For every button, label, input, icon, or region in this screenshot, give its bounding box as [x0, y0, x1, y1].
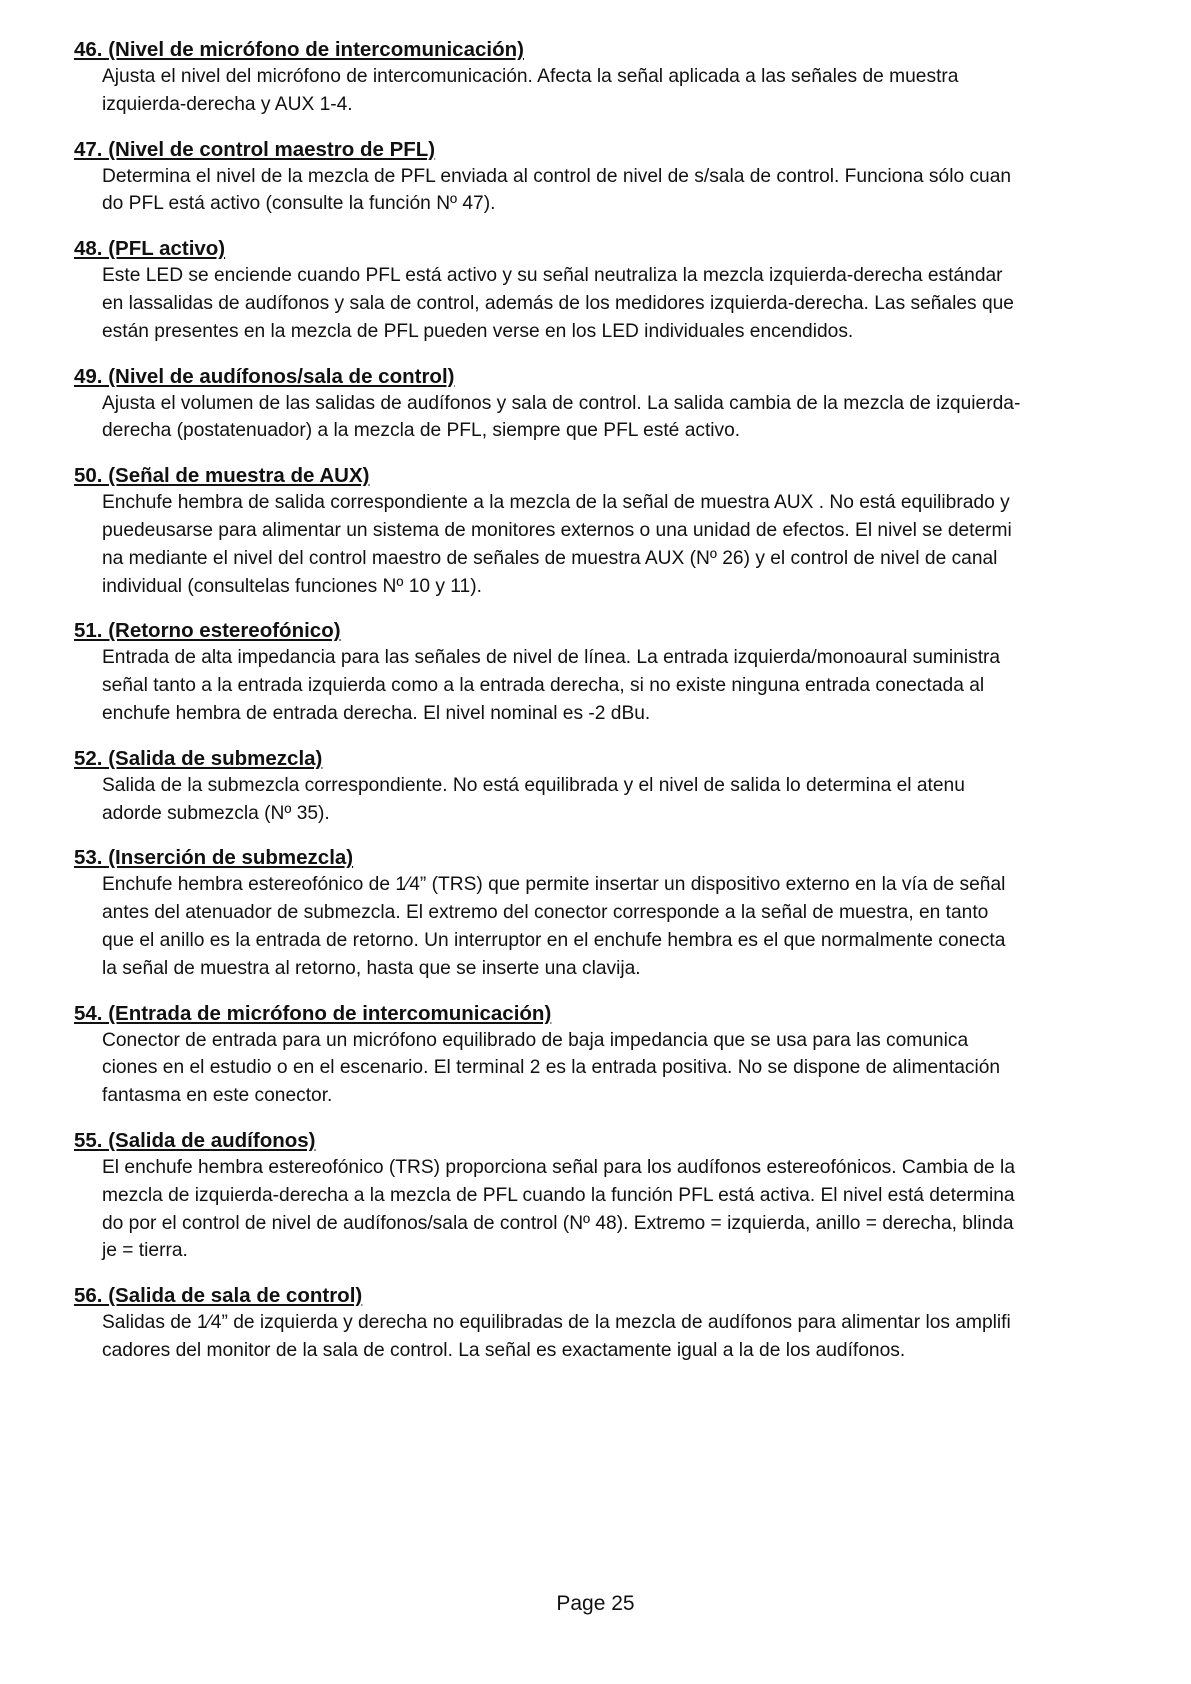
- section-body: [102, 1027, 1164, 1110]
- section-text-line: Ajusta el volumen de las salidas de audífonos y sala de control. La salida cambia de la mezcla de izquierda-: [102, 392, 1021, 414]
- section-title: 53. (Inserción de submezcla): [74, 846, 354, 870]
- section-text-line: Enchufe hembra de salida correspondiente a la mezcla de la señal de muestra AUX . No está equilibrado y: [102, 492, 1010, 514]
- section-text-line: fantasma en este conector.: [102, 1085, 333, 1107]
- section-text-line: señal tanto a la entrada izquierda como a la entrada derecha, si no existe ninguna entrada conectada al: [102, 675, 985, 697]
- section-text-line: Ajusta el nivel del micrófono de intercomunicación. Afecta la señal aplicada a las señales de muestra: [102, 66, 959, 87]
- section-text-line: izquierda-derecha y AUX 1-4.: [102, 93, 353, 115]
- section-text-line: que el anillo es la entrada de retorno. Un interruptor en el enchufe hembra es el que normalmente conecta: [102, 929, 1006, 951]
- section-text-line: do por el control de nivel de audífonos/sala de control (Nº 48). Extremo = izquierda, anillo = derecha, blinda: [102, 1212, 1014, 1234]
- section-title: 52. (Salida de submezcla): [74, 746, 323, 770]
- section-text-line: Salidas de 1⁄4” de izquierda y derecha no equilibradas de la mezcla de audífonos para alimentar los amplifi: [102, 1312, 1011, 1334]
- doc-section: [74, 1282, 1164, 1365]
- section-body: [102, 489, 1164, 600]
- section-text-line: mezcla de izquierda-derecha a la mezcla de PFL cuando la función PFL está activa. El nivel está determina: [102, 1184, 1015, 1206]
- section-body: [102, 163, 1164, 219]
- section-text-line: están presentes en la mezcla de PFL pueden verse en los LED individuales encendidos.: [102, 320, 854, 342]
- section-text-line: ciones en el estudio o en el escenario. El terminal 2 es la entrada positiva. No se dispone de alimentación: [102, 1057, 1001, 1079]
- section-title: 48. (PFL activo): [74, 237, 226, 261]
- section-text-line: Enchufe hembra estereofónico de 1⁄4” (TRS) que permite insertar un dispositivo externo en la vía de señal: [102, 874, 1006, 896]
- section-text-line: cadores del monitor de la sala de control. La señal es exactamente igual a la de los audífonos.: [102, 1339, 906, 1361]
- doc-section: [74, 1000, 1164, 1110]
- section-text-line: en lassalidas de audífonos y sala de control, además de los medidores izquierda-derecha. Las señales que: [102, 292, 1014, 314]
- section-text-line: derecha (postatenuador) a la mezcla de PFL, siempre que PFL esté activo.: [102, 420, 741, 442]
- section-text-line: puedeusarse para alimentar un sistema de monitores externos o una unidad de efectos. El nivel se determi: [102, 519, 1012, 541]
- doc-section: [74, 136, 1164, 219]
- sections-container: [74, 36, 1164, 1365]
- section-title: 49. (Nivel de audífonos/sala de control): [74, 364, 455, 388]
- section-text-line: individual (consultelas funciones Nº 10 y 11).: [102, 575, 482, 597]
- doc-section: [74, 363, 1164, 446]
- section-text-line: enchufe hembra de entrada derecha. El nivel nominal es -2 dBu.: [102, 702, 651, 724]
- section-body: [102, 262, 1164, 345]
- section-title: 51. (Retorno estereofónico): [74, 619, 341, 643]
- section-body: [102, 644, 1164, 727]
- document-page: [74, 36, 1164, 1382]
- section-title: 50. (Señal de muestra de AUX): [74, 464, 370, 488]
- section-text-line: El enchufe hembra estereofónico (TRS) proporciona señal para los audífonos estereofónicos. Cambia de la: [102, 1156, 1015, 1178]
- section-body: [102, 871, 1164, 982]
- doc-section: [74, 617, 1164, 727]
- section-text-line: adorde submezcla (Nº 35).: [102, 802, 330, 824]
- section-body: [102, 63, 1164, 119]
- section-text-line: Este LED se enciende cuando PFL está activo y su señal neutraliza la mezcla izquierda-derecha estándar: [102, 265, 1003, 287]
- section-title: 55. (Salida de audífonos): [74, 1128, 316, 1152]
- doc-section: [74, 844, 1164, 982]
- section-text-line: Conector de entrada para un micrófono equilibrado de baja impedancia que se usa para las comunica: [102, 1029, 969, 1051]
- section-title: 54. (Entrada de micrófono de intercomunicación): [74, 1001, 552, 1025]
- doc-section: [74, 36, 1164, 119]
- doc-section: [74, 1127, 1164, 1265]
- section-text-line: je = tierra.: [102, 1240, 188, 1262]
- section-text-line: Determina el nivel de la mezcla de PFL enviada al control de nivel de s/sala de control. Funciona sólo cuan: [102, 165, 1012, 187]
- doc-section: [74, 235, 1164, 345]
- section-body: [102, 772, 1164, 828]
- section-text-line: Salida de la submezcla correspondiente. No está equilibrada y el nivel de salida lo determina el atenu: [102, 774, 965, 796]
- section-text-line: na mediante el nivel del control maestro de señales de muestra AUX (Nº 26) y el control de nivel de canal: [102, 547, 998, 569]
- section-text-line: do PFL está activo (consulte la función Nº 47).: [102, 193, 496, 215]
- section-text-line: la señal de muestra al retorno, hasta que se inserte una clavija.: [102, 957, 641, 979]
- doc-section: [74, 745, 1164, 828]
- section-text-line: Entrada de alta impedancia para las señales de nivel de línea. La entrada izquierda/monoaural suministra: [102, 647, 1001, 669]
- section-text-line: antes del atenuador de submezcla. El extremo del conector corresponde a la señal de muestra, en tanto: [102, 902, 989, 924]
- section-body: [102, 1154, 1164, 1265]
- section-body: [102, 1309, 1164, 1365]
- doc-section: [74, 462, 1164, 600]
- section-title: 46. (Nivel de micrófono de intercomunicación): [74, 38, 524, 61]
- section-title: 56. (Salida de sala de control): [74, 1284, 363, 1308]
- section-title: 47. (Nivel de control maestro de PFL): [74, 137, 436, 161]
- page-number: Page 25: [556, 1592, 635, 1615]
- section-body: [102, 390, 1164, 446]
